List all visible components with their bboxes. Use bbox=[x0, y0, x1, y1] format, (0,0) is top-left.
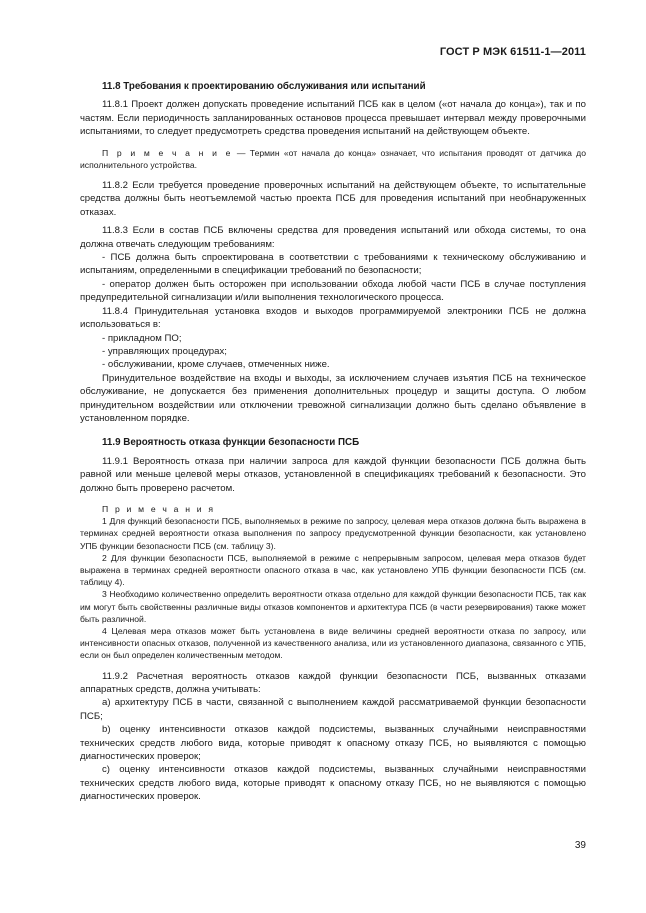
note-item: 3 Необходимо количественно определить вероятности отказа отдельно для каждой функции безопасности ПСБ, так как им могут быть свойственны различные виды отказов компонентов и архитектура ПСБ (в части резервирования) также может быть различной. bbox=[80, 589, 586, 624]
page-content bbox=[80, 80, 586, 804]
list-item: - управляющих процедурах; bbox=[102, 345, 227, 357]
paragraph-11-8-2: 11.8.2 Если требуется проведение проверочных испытаний на действующем объекте, то испытательные средства должны быть неотъемлемой частью проекта ПСБ для проведения испытаний при необнаруженных отказах. bbox=[80, 180, 586, 218]
list-item: - ПСБ должна быть спроектирована в соответствии с требованиями к техническому обслуживанию и испытаниям, определенными в спецификации требований по безопасности; bbox=[80, 252, 586, 277]
note-item: 4 Целевая мера отказов может быть установлена в виде величины средней вероятности отказа по запросу, или интенсивности опасных отказов, полученной из качественного анализа, или из установленного диапазона, связанного с УПБ, если он был определен количественным методом. bbox=[80, 626, 586, 661]
note-text: — Термин «от начала до конца» означает, что испытания проводят от датчика до исполнительного устройства. bbox=[80, 147, 586, 170]
paragraph-11-8-3: 11.8.3 Если в состав ПСБ включены средства для проведения испытаний или обхода системы, то она должна отвечать следующим требованиям: bbox=[80, 225, 586, 250]
section-11-9-title: 11.9 Вероятность отказа функции безопасности ПСБ bbox=[102, 437, 360, 449]
list-item: c) оценку интенсивности отказов каждой подсистемы, вызванных случайными неисправностями технических средств любого вида, которые приводят к опасному отказу ПСБ, но не выявляются с помощью диагностических проверок. bbox=[80, 764, 586, 803]
list-item: - обслуживании, кроме случаев, отмеченных ниже. bbox=[102, 359, 330, 371]
list-item: a) архитектуру ПСБ в части, связанной с выполнением каждой рассматриваемой функции безопасности ПСБ; bbox=[80, 697, 586, 722]
section-11-8-title: 11.8 Требования к проектированию обслуживания или испытаний bbox=[102, 81, 426, 92]
note-label: П р и м е ч а н и е bbox=[102, 147, 233, 158]
paragraph-11-8-1: 11.8.1 Проект должен допускать проведение испытаний ПСБ как в целом («от начала до конца»), так и по частям. Если периодичность запланированных остановов процесса превышает интервал между проверочными испытаниями, то следует предусмотреть средства проведения испытаний на действующем объекте. bbox=[80, 99, 586, 138]
list-item: b) оценку интенсивности отказов каждой подсистемы, вызванных случайными неисправностями технических средств любого вида, которые приводят к опасному отказу ПСБ, но выявляются с помощью диагностических проверок; bbox=[80, 724, 586, 763]
paragraph-11-9-1: 11.9.1 Вероятность отказа при наличии запроса для каждой функции безопасности ПСБ должна быть равной или меньше целевой меры отказов, установленной в спецификациях требований к безопасности. Это должно быть проверено расчетом. bbox=[80, 455, 586, 494]
notes-label: П р и м е ч а н и я bbox=[102, 503, 216, 514]
list-item: - оператор должен быть осторожен при использовании обхода любой части ПСБ в случае поступления предупредительной сигнализации и/или выполнения технологического процесса. bbox=[80, 278, 586, 304]
note-item: 2 Для функции безопасности ПСБ, выполняемой в режиме с непрерывным запросом, целевая мера отказов будет выражена в терминах средней вероятности опасного отказа в час, как установлено УПБ функции безопасности ПСБ (см. таблицу 4). bbox=[80, 552, 586, 588]
document-code-header: ГОСТ Р МЭК 61511-1—2011 bbox=[439, 46, 586, 58]
paragraph-11-9-2: 11.9.2 Расчетная вероятность отказов каждой функции безопасности ПСБ, вызванных отказами аппаратных средств, должна учитывать: bbox=[80, 670, 586, 696]
note-11-8-1 bbox=[80, 147, 586, 171]
page-number: 39 bbox=[574, 840, 586, 851]
list-item: - прикладном ПО; bbox=[102, 332, 182, 344]
note-item: 1 Для функций безопасности ПСБ, выполняемых в режиме по запросу, целевая мера отказов должна быть выражена в терминах средней вероятности отказа выполнения по запросу предусмотренной функции безопасности, как установлено УПБ функции безопасности ПСБ (см. таблицу 3). bbox=[80, 516, 586, 551]
paragraph-11-8-5: Принудительное воздействие на входы и выходы, за исключением случаев изъятия ПСБ на техническое обслуживание, не допускается без применения дополнительных процедур и защиты доступа. О любом принудительном воздействии или отключении тревожной сигнализации должно быть сделано объявление в установленном порядке. bbox=[80, 372, 586, 424]
paragraph-11-8-4: 11.8.4 Принудительная установка входов и выходов программируемой электроники ПСБ не должна использоваться в: bbox=[80, 305, 586, 331]
